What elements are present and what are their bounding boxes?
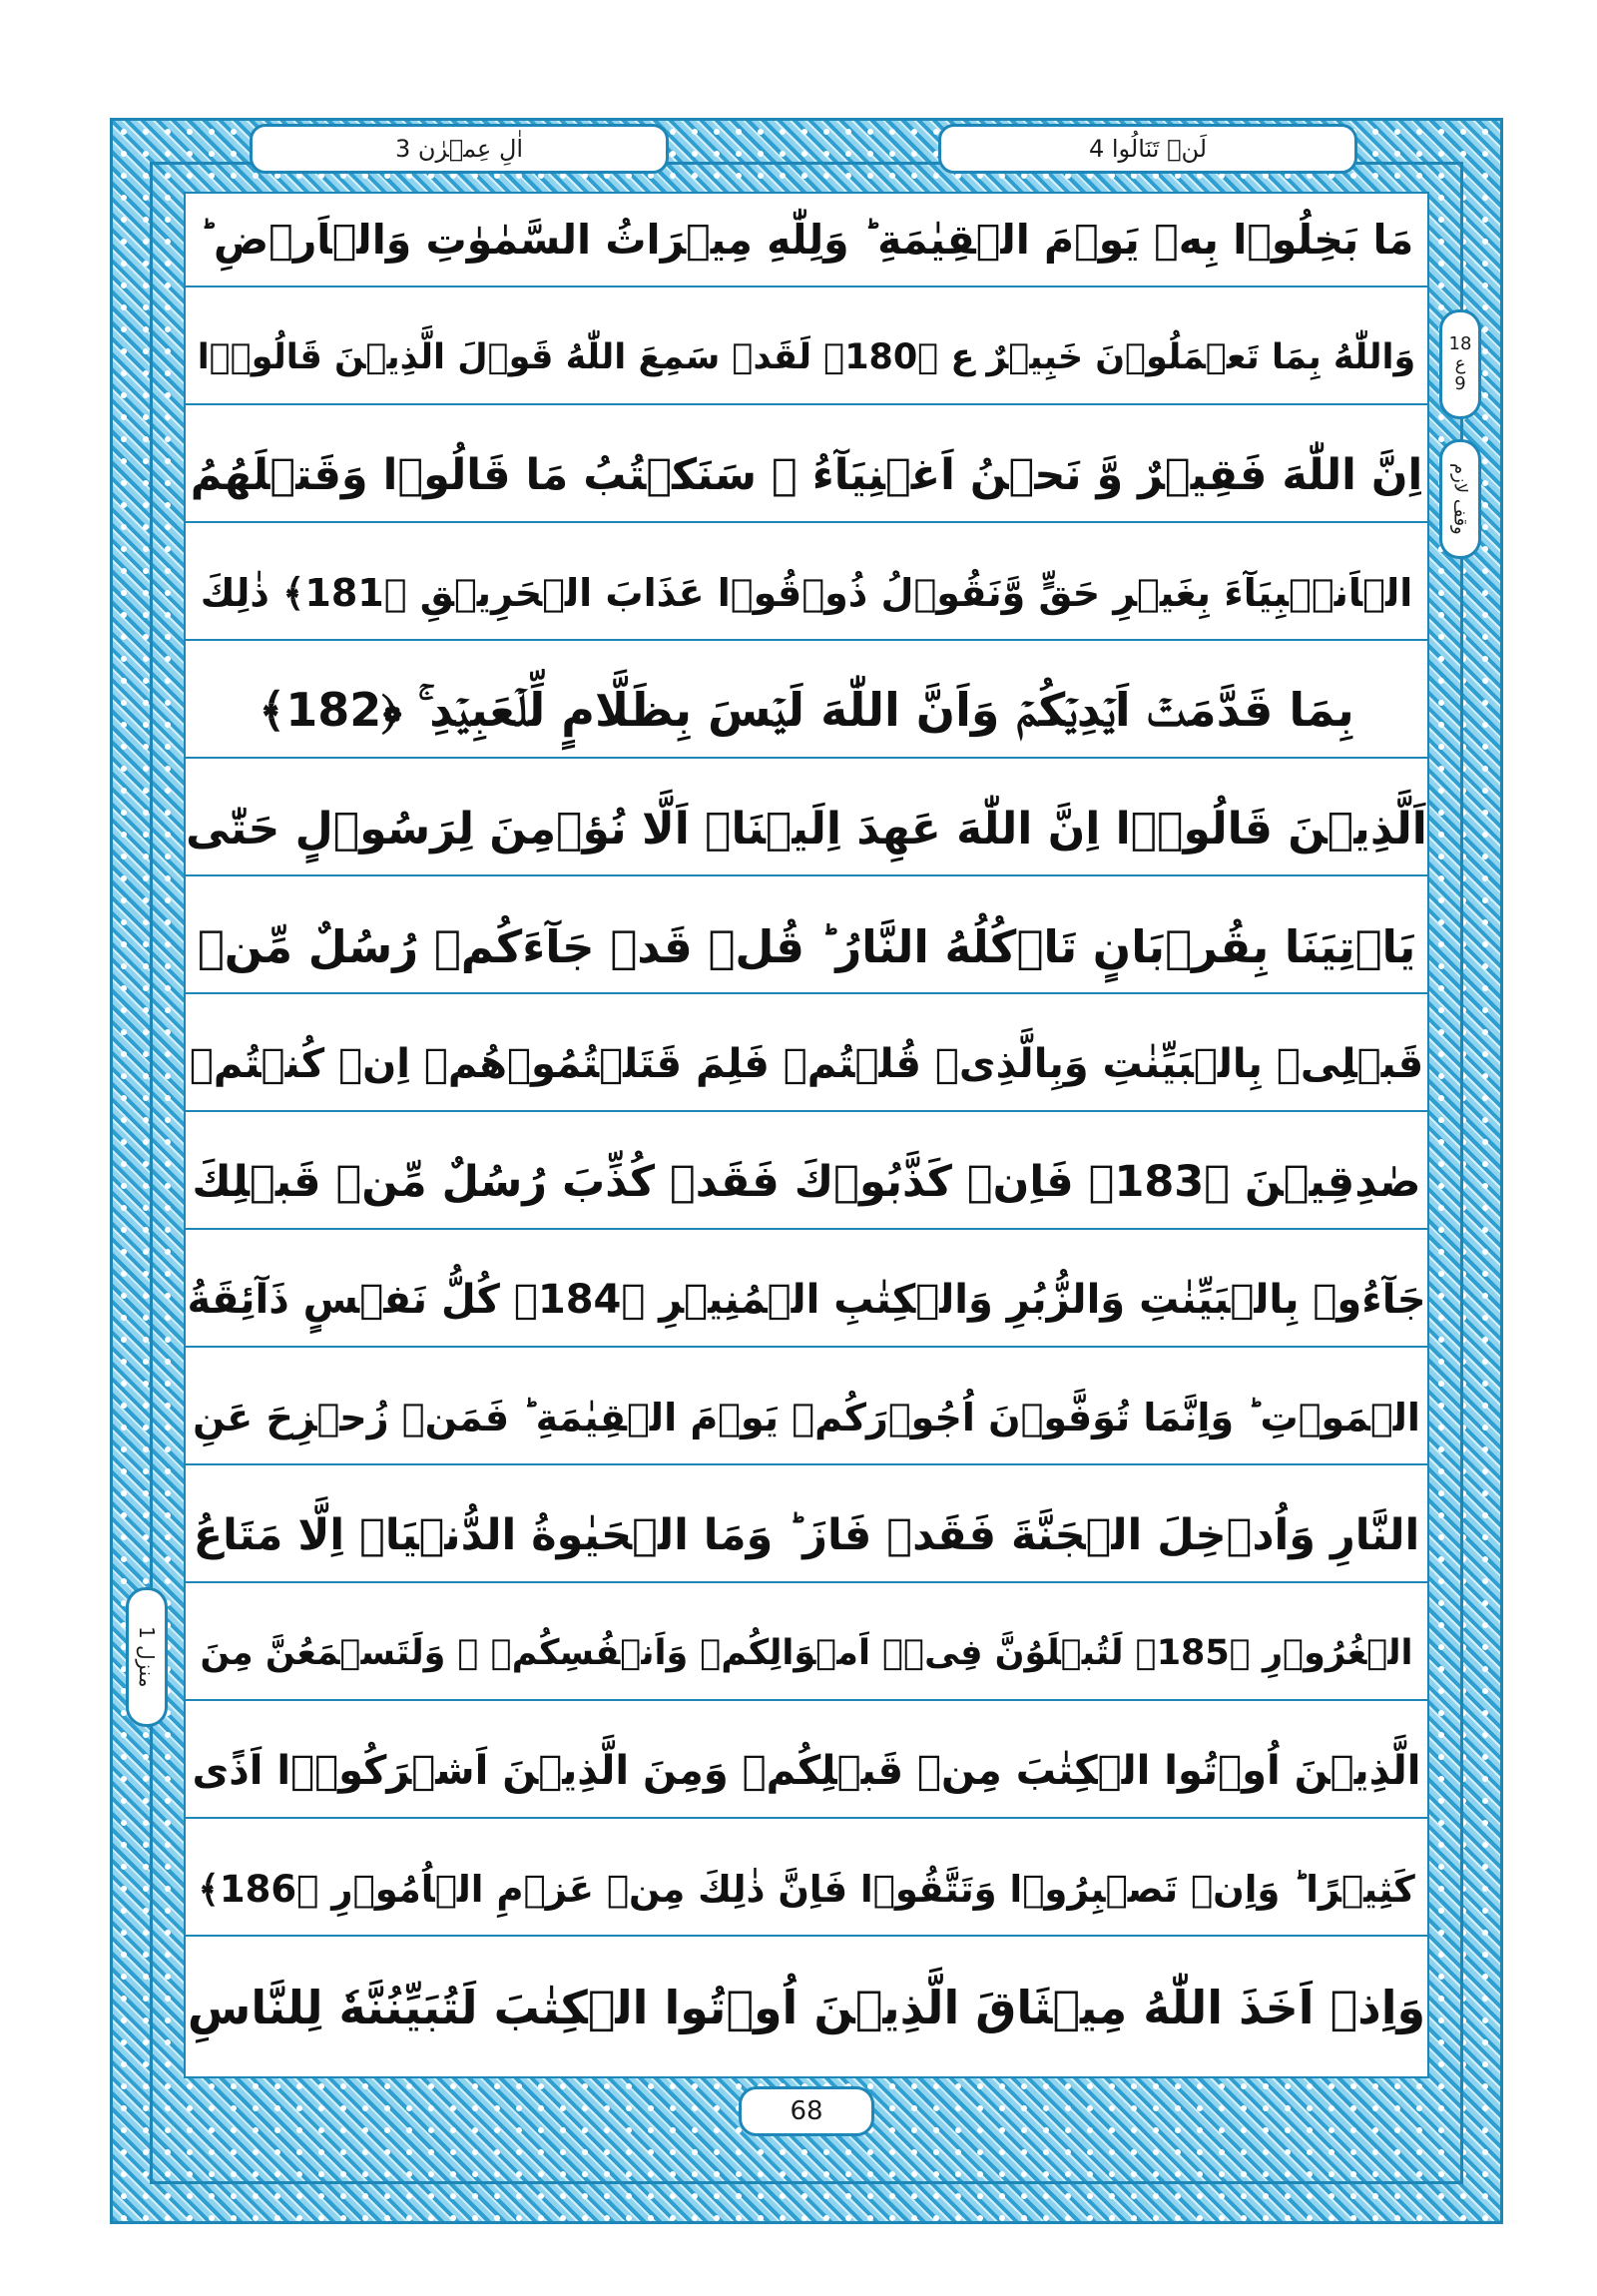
waqf-label: وقف لازم <box>1449 463 1471 535</box>
text-line-3: اِنَّ اللّٰهَ فَقِيۡرٌ وَّ نَحۡنُ اَغۡنِيَآءُ ۘ سَنَكۡتُبُ مَا قَالُوۡا وَقَتۡلَهُمُ <box>186 429 1427 523</box>
page-number-tab <box>739 2086 874 2136</box>
text-line-9: صٰدِقِيۡنَ ﴿183﴾ فَاِنۡ كَذَّبُوۡكَ فَقَدۡ كُذِّبَ رُسُلٌ مِّنۡ قَبۡلِكَ <box>186 1136 1427 1230</box>
text-line-16: وَاِذۡ اَخَذَ اللّٰهُ مِيۡثَاقَ الَّذِيۡنَ اُوۡتُوا الۡكِتٰبَ لَتُبَيِّنُنَّهٗ لِلنَّاسِ <box>187 1981 1426 2034</box>
text-line-1: مَا بَخِلُوۡا بِهٖ يَوۡمَ الۡقِيٰمَةِ ؕ وَلِلّٰهِ مِيۡرَاثُ السَّمٰوٰتِ وَالۡاَرۡضِ ؕ <box>186 194 1427 287</box>
surah-name: اٰلِ عِمۡرٰن 3 <box>394 135 524 163</box>
text-line-12: النَّارِ وَاُدۡخِلَ الۡجَنَّةَ فَقَدۡ فَازَ ؕ وَمَا الۡحَيٰوةُ الدُّنۡيَاۤ اِلَّا مَتَاعُ <box>186 1489 1427 1583</box>
manzil-marker <box>126 1587 168 1727</box>
manzil-label: منزل 1 <box>135 1626 159 1688</box>
text-line-10: جَآءُوۡ بِالۡبَيِّنٰتِ وَالزُّبُرِ وَالۡكِتٰبِ الۡمُنِيۡرِ ﴿184﴾ كُلُّ نَفۡسٍ ذَآئِقَةُ <box>186 1254 1427 1348</box>
juz-name: لَنۡ تَنَالُوا 4 <box>1088 135 1208 163</box>
text-line-8: قَبۡلِىۡ بِالۡبَيِّنٰتِ وَبِالَّذِىۡ قُلۡتُمۡ فَلِمَ قَتَلۡتُمُوۡهُمۡ اِنۡ كُنۡتُمۡ <box>186 1018 1427 1112</box>
text-line-11: الۡمَوۡتِ ؕ وَاِنَّمَا تُوَفَّوۡنَ اُجُوۡرَكُمۡ يَوۡمَ الۡقِيٰمَةِ ؕ فَمَنۡ زُحۡزِحَ عَنِ <box>186 1372 1427 1465</box>
ruku-bottom-number: 9 <box>1454 372 1466 394</box>
text-line-15: كَثِيۡرًا ؕ وَاِنۡ تَصۡبِرُوۡا وَتَتَّقُوۡا فَاِنَّ ذٰلِكَ مِنۡ عَزۡمِ الۡاُمُوۡرِ ﴿186﴾ <box>186 1843 1427 1937</box>
ruku-symbol: ع <box>1454 353 1466 375</box>
surah-name-header <box>250 124 669 174</box>
text-line-6: اَلَّذِيۡنَ قَالُوۡۤا اِنَّ اللّٰهَ عَهِدَ اِلَيۡنَاۤ اَلَّا نُؤۡمِنَ لِرَسُوۡلٍ حَتّٰى <box>186 783 1427 876</box>
text-line-2: وَاللّٰهُ بِمَا تَعۡمَلُوۡنَ خَبِيۡرٌ ع ﴿180﴾ لَقَدۡ سَمِعَ اللّٰهُ قَوۡلَ الَّذِيۡنَ قَالُوۡۤا <box>186 311 1427 405</box>
waqf-marker <box>1439 439 1481 559</box>
text-line-4: الۡاَنۡۢبِيَآءَ بِغَيۡرِ حَقٍّ وَّنَقُوۡلُ ذُوۡقُوۡا عَذَابَ الۡحَرِيۡقِ ﴿181﴾ ذٰلِكَ <box>186 547 1427 641</box>
ruku-marker <box>1439 309 1481 419</box>
text-line-7: يَاۡتِيَنَا بِقُرۡبَانٍ تَاۡكُلُهُ النَّارُ ؕ قُلۡ قَدۡ جَآءَكُمۡ رُسُلٌ مِّنۡ <box>186 900 1427 994</box>
juz-name-header <box>938 124 1357 174</box>
ruku-top-number: 18 <box>1448 333 1472 355</box>
text-line-14: الَّذِيۡنَ اُوۡتُوا الۡكِتٰبَ مِنۡ قَبۡلِكُمۡ وَمِنَ الَّذِيۡنَ اَشۡرَكُوۡۤا اَذًى <box>186 1725 1427 1819</box>
quran-text-area <box>184 192 1429 2078</box>
page-number: 68 <box>790 2096 823 2126</box>
text-line-5: بِمَا قَدَّمَتۡ اَيۡدِيۡكُمۡ وَاَنَّ اللّٰهَ لَيۡسَ بِظَلَّامٍ لِّلۡعَبِيۡدِ ۚ ﴿182﴾ <box>186 665 1427 759</box>
text-line-13: الۡغُرُوۡرِ ﴿185﴾ لَتُبۡلَوُنَّ فِىۡۤ اَمۡوَالِكُمۡ وَاَنۡفُسِكُمۡ ۖ وَلَتَسۡمَعُنَّ مِنَ <box>186 1607 1427 1701</box>
